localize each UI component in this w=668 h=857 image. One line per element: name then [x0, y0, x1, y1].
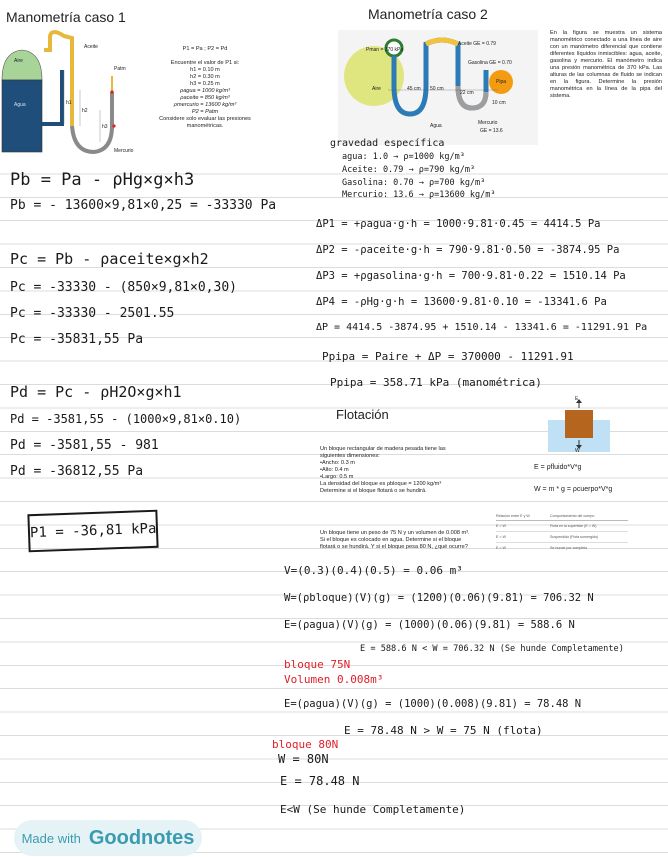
- note-line: ΔP1 = +ρagua·g·h = 1000·9.81·0.45 = 4414.5 Pa: [316, 218, 601, 230]
- note-line: ΔP2 = -ρaceite·g·h = 790·9.81·0.50 = -3874.95 Pa: [316, 244, 620, 256]
- caso1-note: Considere solo evaluar las presiones manométricas.: [159, 116, 251, 129]
- caso1-rho-agua: ρagua = 1000 kg/m³: [179, 88, 230, 94]
- caso2-label-50: 50 cm: [430, 86, 444, 92]
- flotacion-diagram: [548, 398, 610, 452]
- caso2-description: En la figura se muestra un sistema manométrico conectado a una línea de aire con un manómetro diferencial que contiene diferentes líquidos inmiscibles: agua, aceite, gasolina y mercurio. El manómetro indica una presión manométrica de 370 kPa. Las alturas de las columnas de fluido se indican en la figura. Determine la presión manométrica en la línea de la pipa del sistema.: [550, 30, 662, 99]
- flotacion-intro: Un bloque rectangular de madera pesada tiene las siguientes dimensiones:: [320, 446, 446, 459]
- caso1-h1: h1 = 0.10 m: [190, 67, 220, 73]
- flotacion-determine: Determine si el bloque flotará o se hundirá.: [320, 488, 427, 494]
- caso2-label-10: 10 cm: [492, 100, 506, 106]
- caso1-label-h2: h2: [82, 108, 88, 114]
- table-cell: Suspendido (Flota sumergido): [550, 535, 599, 539]
- caso2-label-pman: Pman = 370 kPa: [366, 47, 404, 53]
- note-line: Pd = -3581,55 - (1000×9,81×0.10): [10, 412, 242, 426]
- caso1-h3: h3 = 0.25 m: [190, 81, 220, 87]
- table-cell: E > W: [496, 524, 506, 528]
- note-line: E = 588.6 N < W = 706.32 N (Se hunde Completamente): [360, 644, 624, 654]
- note-line: W = 80N: [278, 752, 329, 766]
- caso1-eq-top: P1 = Pa ; P2 = Pd: [182, 46, 228, 52]
- caso2-label-ge: GE = 13.6: [480, 128, 503, 134]
- note-line: Ppipa = 358.71 kPa (manométrica): [330, 376, 542, 389]
- note-line: Pb = - 13600×9,81×0,25 = -33330 Pa: [10, 198, 277, 213]
- note-line: V=(0.3)(0.4)(0.5) = 0.06 m³: [284, 564, 463, 577]
- table-header: Comportamiento del cuerpo: [550, 514, 595, 518]
- caso1-label-h3: h3: [102, 124, 108, 130]
- flotacion-ancho: •Ancho: 0.3 m: [320, 460, 355, 466]
- flotacion-label-w: W: [575, 448, 580, 454]
- caso2-label-22: 22 cm: [460, 90, 474, 96]
- caso2-label-aire: Aire: [372, 86, 381, 92]
- caso2-title: Manometría caso 2: [368, 6, 488, 22]
- note-line: Pd = -3581,55 - 981: [10, 438, 159, 453]
- note-line: Ppipa = Paire + ΔP = 370000 - 11291.91: [322, 350, 574, 363]
- flotacion-eq-e: E = ρfluido*V*g: [534, 464, 582, 471]
- flotacion-q2: Un bloque tiene un peso de 75 N y un volumen de 0.008 m³. Si el bloque es colocado en agua. Determine si el bloque flotará o se hundirá. Y si el bloque pesa 80 N, ¿qué ocurre?: [320, 530, 470, 550]
- flotacion-problem-1: [320, 446, 460, 495]
- red-note: bloque 80N: [272, 738, 339, 751]
- caso2-label-agua: Agua: [430, 123, 442, 129]
- table-header: Relación entre E y W: [496, 514, 530, 518]
- note-line: Pb = Pa - ρHg×g×h3: [10, 170, 195, 190]
- caso1-label-mercurio: Mercurio: [114, 148, 134, 154]
- note-heading: gravedad específica: [330, 138, 445, 149]
- caso1-label-patm: Patm: [114, 66, 126, 72]
- note-line: E=(ρagua)(V)(g) = (1000)(0.06)(9.81) = 588.6 N: [284, 619, 575, 631]
- note-line: Pc = Pb - ρaceite×g×h2: [10, 250, 209, 268]
- badge-brand: Goodnotes: [88, 826, 195, 849]
- flotacion-table: [496, 512, 628, 553]
- table-cell: Flota en la superficie (E = W): [550, 524, 597, 528]
- caso1-problem: [150, 46, 260, 130]
- flotacion-label-e: E: [575, 396, 579, 402]
- table-cell: Se hunde por completo: [550, 546, 588, 550]
- caso1-rho-mercurio: ρmercurio = 13600 kg/m³: [173, 102, 237, 108]
- note-line: Pd = Pc - ρH2O×g×h1: [10, 383, 182, 401]
- note-line: E = 78.48 N > W = 75 N (flota): [344, 724, 543, 737]
- caso2-label-mercurio: Mercurio: [478, 120, 498, 126]
- table-row: [496, 532, 628, 543]
- note-line: E<W (Se hunde Completamente): [280, 803, 466, 816]
- note-line: ΔP4 = -ρHg·g·h = 13600·9.81·0.10 = -13341.6 Pa: [316, 296, 607, 308]
- answer-box: P1 = -36,81 kPa: [27, 510, 158, 553]
- caso1-h2: h2 = 0.30 m: [190, 74, 220, 80]
- caso1-title: Manometría caso 1: [6, 9, 126, 25]
- note-line: Gasolina: 0.70 → ρ=700 kg/m³: [342, 178, 486, 188]
- caso1-label-aire: Aire: [14, 58, 23, 64]
- caso2-label-45: 45 cm: [407, 86, 421, 92]
- table-cell: E = W: [496, 535, 506, 539]
- note-line: E=(ρagua)(V)(g) = (1000)(0.008)(9.81) = 78.48 N: [284, 698, 582, 710]
- note-line: E = 78.48 N: [280, 774, 360, 788]
- caso1-p2: P2 = Patm: [191, 109, 219, 115]
- table-cell: E < W: [496, 546, 506, 550]
- flotacion-eq-w: W = m * g = ρcuerpo*V*g: [534, 486, 613, 493]
- note-line: Aceite: 0.79 → ρ=790 kg/m³: [342, 165, 476, 175]
- caso2-label-aceite: Aceite GE = 0.79: [458, 41, 496, 47]
- caso1-label-h1: h1: [66, 100, 72, 106]
- caso1-label-agua: Agua: [14, 102, 26, 108]
- red-note: Volumen 0.008m³: [284, 673, 384, 686]
- red-note: bloque 75N: [284, 658, 351, 671]
- made-with-goodnotes-badge[interactable]: [14, 820, 202, 856]
- note-line: Pc = -35831,55 Pa: [10, 332, 144, 347]
- caso1-diagram: [0, 30, 150, 160]
- caso1-rho-aceite: ρaceite = 850 kg/m³: [180, 95, 230, 101]
- badge-made-with: Made with: [21, 830, 81, 846]
- note-line: agua: 1.0 → ρ=1000 kg/m³: [342, 152, 465, 162]
- caso1-find: Encuentre el valor de P1 si:: [170, 60, 240, 66]
- note-line: ΔP3 = +ρgasolina·g·h = 700·9.81·0.22 = 1510.14 Pa: [316, 270, 626, 282]
- caso2-label-gasolina: Gasolina GE = 0.70: [468, 60, 512, 66]
- flotacion-largo: •Largo: 0.5 m: [320, 474, 354, 480]
- note-line: Mercurio: 13.6 → ρ=13600 kg/m³: [342, 190, 496, 200]
- table-row: [496, 543, 628, 553]
- flotacion-density: La densidad del bloque es ρbloque = 1200 kg/m³: [320, 481, 442, 487]
- note-line: Pc = -33330 - (850×9,81×0,30): [10, 280, 237, 295]
- note-line: Pc = -33330 - 2501.55: [10, 306, 175, 321]
- flotacion-title: Flotación: [336, 407, 389, 422]
- table-row: [496, 521, 628, 532]
- note-line: Pd = -36812,55 Pa: [10, 464, 144, 479]
- note-line: ΔP = 4414.5 -3874.95 + 1510.14 - 13341.6 = -11291.91 Pa: [316, 322, 648, 333]
- caso1-label-aceite: Aceite: [84, 44, 98, 50]
- caso2-label-pipa: Pipa: [496, 79, 507, 85]
- note-line: W=(ρbloque)(V)(g) = (1200)(0.06)(9.81) = 706.32 N: [284, 592, 594, 604]
- flotacion-alto: •Alto: 0.4 m: [320, 467, 349, 473]
